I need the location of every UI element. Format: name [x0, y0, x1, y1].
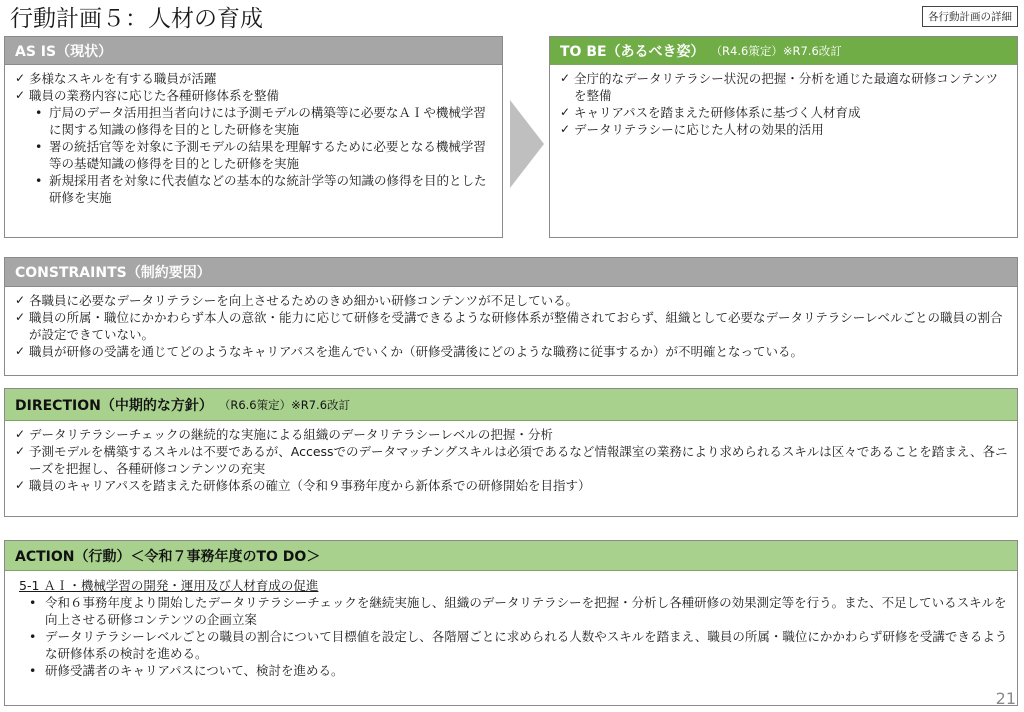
list-item: ✓ 職員の所属・職位にかかわらず本人の意欲・能力に応じて研修を受講できるような研修体系が整備されておらず、組織として必要なデータリテラシーレベルごとの職員の割合が設定できていない。 — [13, 309, 1009, 343]
list-item: ✓ キャリアパスを踏まえた研修体系に基づく人材育成 — [558, 104, 1009, 121]
constraints-body — [5, 287, 1017, 360]
list-item: ✓ 多様なスキルを有する職員が活躍 — [13, 70, 494, 87]
arrow-right-icon — [510, 100, 544, 188]
action-list — [13, 594, 1009, 679]
constraints-panel — [4, 257, 1018, 376]
direction-panel — [4, 388, 1018, 517]
list-item: • 庁局のデータ活用担当者向けには予測モデルの構築等に必要なＡＩや機械学習に関する知識の修得を目的とした研修を実施 — [13, 104, 494, 138]
list-item: • 令和６事務年度より開始したデータリテラシーチェックを継続実施し、組織のデータリテラシーを把握・分析し各種研修の効果測定等を行う。また、不足しているスキルを向上させる研修コンテンツの企画立案 — [13, 594, 1009, 628]
as-is-panel — [4, 36, 503, 238]
action-header — [5, 541, 1017, 571]
to-be-header-sub: （R4.6策定）※R7.6改訂 — [710, 43, 842, 58]
direction-header — [5, 389, 1017, 421]
list-item: ✓ データリテラシーチェックの継続的な実施による組織のデータリテラシーレベルの把握・分析 — [13, 426, 1009, 443]
to-be-header-label: TO BE（あるべき姿） — [560, 43, 705, 60]
list-item: ✓ データリテラシーに応じた人材の効果的活用 — [558, 121, 1009, 138]
to-be-panel — [549, 36, 1018, 238]
direction-body — [5, 421, 1017, 494]
to-be-body — [550, 65, 1017, 138]
direction-header-sub: （R6.6策定）※R7.6改訂 — [218, 397, 351, 412]
action-header-label: ACTION（行動）＜令和７事務年度のTO DO＞ — [15, 548, 321, 565]
action-panel — [4, 540, 1018, 706]
page-title: 行動計画５：人材の育成 — [10, 6, 263, 32]
list-item: • 新規採用者を対象に代表値などの基本的な統計学等の知識の修得を目的とした研修を実施 — [13, 172, 494, 206]
constraints-header — [5, 258, 1017, 287]
detail-tag: 各行動計画の詳細 — [922, 6, 1018, 27]
as-is-body — [5, 65, 502, 206]
list-item: • 署の統括官等を対象に予測モデルの結果を理解するために必要となる機械学習等の基礎知識の修得を目的とした研修を実施 — [13, 138, 494, 172]
constraints-header-label: CONSTRAINTS（制約要因） — [15, 265, 211, 281]
direction-header-label: DIRECTION（中期的な方針） — [15, 397, 213, 414]
as-is-header — [5, 37, 502, 65]
page-number: 21 — [995, 689, 1016, 708]
list-item: ✓ 職員の業務内容に応じた各種研修体系を整備 — [13, 87, 494, 104]
list-item: ✓ 職員のキャリアパスを踏まえた研修体系の確立（令和９事務年度から新体系での研修開始を目指す） — [13, 477, 1009, 494]
list-item: ✓ 各職員に必要なデータリテラシーを向上させるためのきめ細かい研修コンテンツが不足している。 — [13, 292, 1009, 309]
as-is-header-label: AS IS（現状） — [15, 43, 113, 60]
action-section-title: 5-1 ＡＩ・機械学習の開発・運用及び人材育成の促進 — [19, 578, 319, 593]
list-item: ✓ 予測モデルを構築するスキルは不要であるが、Accessでのデータマッチングスキルは必須であるなど情報課室の業務により求められるスキルは区々であることを踏まえ、各ニーズを把握し、各種研修コンテンツの充実 — [13, 443, 1009, 477]
list-item: ✓ 全庁的なデータリテラシー状況の把握・分析を通じた最適な研修コンテンツを整備 — [558, 70, 1009, 104]
list-item: • 研修受講者のキャリアパスについて、検討を進める。 — [13, 662, 1009, 679]
action-body — [5, 571, 1017, 679]
list-item: • データリテラシーレベルごとの職員の割合について目標値を設定し、各階層ごとに求められる人数やスキルを踏まえ、職員の所属・職位にかかわらず研修を受講できるような研修体系の検討を進める。 — [13, 628, 1009, 662]
list-item: ✓ 職員が研修の受講を通じてどのようなキャリアパスを進んでいくか（研修受講後にどのような職務に従事するか）が不明確となっている。 — [13, 343, 1009, 360]
to-be-header — [550, 37, 1017, 65]
